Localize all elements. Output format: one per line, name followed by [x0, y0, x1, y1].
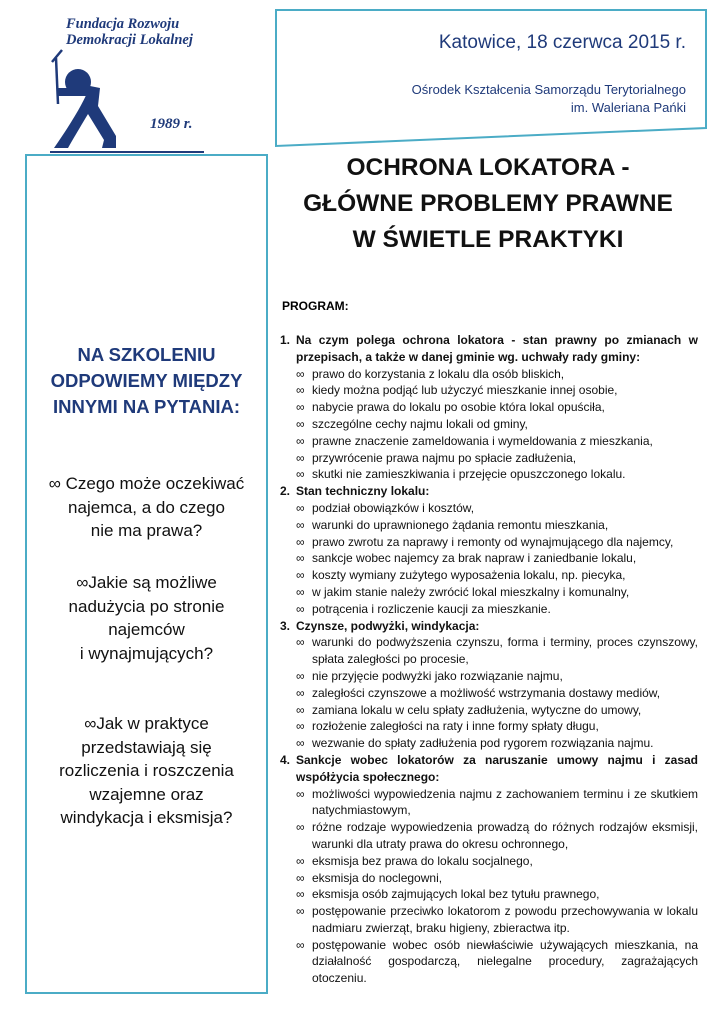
infinity-bullet-icon: ∞: [296, 400, 305, 415]
list-item: ∞ eksmisja osób zajmujących lokal bez tytułu prawnego,: [296, 887, 600, 902]
list-item: ∞ zaległości czynszowe a możliwość wstrzymania dostawy mediów,: [296, 685, 661, 700]
list-item: ∞ koszty wymiany zużytego wyposażenia lokalu, np. piecyka,: [296, 568, 626, 583]
list-item: ∞ kiedy można podjąć lub użyczyć mieszkanie innej osobie,: [296, 383, 618, 398]
infinity-bullet-icon: ∞: [296, 786, 305, 801]
question-item: ∞Jakie są możliwe nadużycia po stronie najemców i wynajmujących?: [68, 573, 225, 663]
list-item: ∞ nabycie prawa do lokalu po osobie która lokal opuściła,: [296, 400, 605, 415]
list-item: ∞ szczególne cechy najmu lokali od gminy,: [296, 416, 528, 431]
infinity-bullet-icon: ∞: [76, 573, 89, 592]
infinity-bullet-icon: ∞: [296, 719, 305, 734]
infinity-bullet-icon: ∞: [296, 937, 305, 952]
infinity-bullet-icon: ∞: [296, 568, 305, 583]
logo-name: Fundacja Rozwoju Demokracji Lokalnej: [66, 16, 193, 48]
list-item: ∞ podział obowiązków i kosztów,: [296, 500, 475, 515]
list-item: ∞ eksmisja bez prawa do lokalu socjalnego,: [296, 853, 533, 868]
document-title: OCHRONA LOKATORA - GŁÓWNE PROBLEMY PRAWNE W ŚWIETLE PRAKTYKI: [303, 154, 673, 253]
header-date: Katowice, 18 czerwca 2015 r.: [438, 32, 686, 53]
infinity-bullet-icon: ∞: [84, 714, 97, 733]
questions-panel: [25, 154, 268, 994]
list-item: ∞ postępowanie przeciwko lokatorom z powodu przechowywania w lokalu nadmiaru zwierząt, braku higieny, zbieractwa itp.: [296, 904, 698, 935]
question-item: ∞Jak w praktyce przedstawiają się rozliczenia i roszczenia wzajemne oraz windykacja i eksmisja?: [59, 714, 234, 827]
list-item: ∞ prawo zwrotu za naprawy i remonty od wynajmującego dla najemcy,: [296, 534, 674, 549]
list-item: ∞ eksmisja do noclegowni,: [296, 870, 443, 885]
section-title: Stan techniczny lokalu:: [296, 484, 430, 499]
list-item: ∞ potrącenia i rozliczenie kaucji za mieszkanie.: [296, 601, 551, 616]
program-section-4: 4. Sankcje wobec lokatorów za naruszanie umowy najmu i zasad współżycia społecznego: ∞ możliwości wypowiedzenia najmu z zachowaniem terminu i ze skutkiem natychmiastowym, ∞ różne rodzaje wypowiedzenia prowadzą do różnych rodzajów eksmisji, warunki dla utraty prawa do okresu ochronnego, ∞ eksmisja bez prawa do lokalu socjalnego, ∞ eksmisja do noclegowni, ∞ eksmisja osób zajmujących lokal bez tytułu prawnego, ∞ postępowanie przeciwko lokatorom z powodu przechowywania w lokalu nadmiaru zwierząt, braku higieny, zbieractwa itp. ∞ postępowanie wobec osób niewłaściwie używających mieszkania, na działalność gospodarczą, nielegalne procedury, zagrażających otoczeniu.: [280, 752, 698, 986]
section-title: Czynsze, podwyżki, windykacja:: [296, 618, 480, 633]
logo-year: 1989 r.: [150, 116, 193, 132]
list-item: ∞ różne rodzaje wypowiedzenia prowadzą do różnych rodzajów eksmisji, warunki dla utraty prawa do okresu ochronnego,: [296, 820, 698, 851]
list-item: ∞ zamiana lokalu w celu spłaty zadłużenia, wytyczne do umowy,: [296, 702, 642, 717]
infinity-bullet-icon: ∞: [296, 383, 305, 398]
infinity-bullet-icon: ∞: [296, 500, 305, 515]
infinity-bullet-icon: ∞: [296, 450, 305, 465]
program-section-2: 2. Stan techniczny lokalu: ∞ podział obowiązków i kosztów, ∞ warunki do uprawnionego żądania remontu mieszkania, ∞ prawo zwrotu za naprawy i remonty od wynajmującego dla najemcy, ∞ sankcje wobec najemcy za brak napraw i zaniedbanie lokalu, ∞ koszty wymiany zużytego wyposażenia lokalu, np. piecyka, ∞ w jakim stanie należy zwrócić lokal mieszkalny i komunalny, ∞ potrącenia i rozliczenie kaucji za mieszkanie.: [280, 483, 698, 617]
infinity-bullet-icon: ∞: [296, 736, 305, 751]
list-item: ∞ prawo do korzystania z lokalu dla osób bliskich,: [296, 366, 565, 381]
infinity-bullet-icon: ∞: [296, 517, 305, 532]
infinity-bullet-icon: ∞: [296, 870, 305, 885]
infinity-bullet-icon: ∞: [296, 635, 305, 650]
list-item: ∞ warunki do podwyższenia czynszu, forma i terminy, proces czynszowy, spłata zaległości po procesie,: [296, 635, 698, 667]
header-org-patron: im. Waleriana Pańki: [570, 100, 686, 115]
infinity-bullet-icon: ∞: [296, 820, 305, 835]
foundation-logo: [46, 16, 216, 146]
infinity-bullet-icon: ∞: [296, 584, 305, 599]
infinity-bullet-icon: ∞: [296, 551, 305, 566]
program-list: [280, 332, 698, 987]
infinity-bullet-icon: ∞: [296, 904, 305, 919]
program-section-1: 1. Na czym polega ochrona lokatora - stan prawny po zmianach w przepisach, a także w danej gminie wg. uchwały rady gminy: ∞ prawo do korzystania z lokalu dla osób bliskich, ∞ kiedy można podjąć lub użyczyć mieszkanie innej osobie, ∞ nabycie prawa do lokalu po osobie która lokal opuściła, ∞ szczególne cechy najmu lokali od gminy, ∞ prawne znaczenie zameldowania i wymeldowania z mieszkania, ∞ przywrócenie prawa najmu po spłacie zadłużenia, ∞ skutki nie zamieszkiwania i przejęcie opuszczonego lokalu.: [280, 333, 698, 482]
list-item: ∞ warunki do uprawnionego żądania remontu mieszkania,: [296, 517, 609, 532]
list-item: ∞ w jakim stanie należy zwrócić lokal mieszkalny i komunalny,: [296, 584, 630, 599]
header-org-name: Ośrodek Kształcenia Samorządu Terytorialnego: [411, 82, 686, 97]
infinity-bullet-icon: ∞: [296, 668, 305, 683]
infinity-bullet-icon: ∞: [296, 467, 305, 482]
list-item: ∞ nie przyjęcie podwyżki jako rozwiązanie najmu,: [296, 668, 563, 683]
infinity-bullet-icon: ∞: [296, 366, 305, 381]
list-item: ∞ prawne znaczenie zameldowania i wymeldowania z mieszkania,: [296, 433, 653, 448]
list-item: ∞ rozłożenie zaległości na raty i inne formy spłaty długu,: [296, 719, 599, 734]
list-item: ∞ skutki nie zamieszkiwania i przejęcie opuszczonego lokalu.: [296, 467, 626, 482]
list-item: ∞ możliwości wypowiedzenia najmu z zachowaniem terminu i ze skutkiem natychmiastowym,: [296, 786, 698, 818]
list-item: ∞ postępowanie wobec osób niewłaściwie używających mieszkania, na działalność gospodarczą, nielegalne procedury, zagrażających otoczeniu.: [296, 937, 698, 986]
program-section-3: 3. Czynsze, podwyżki, windykacja: ∞ warunki do podwyższenia czynszu, forma i terminy, proces czynszowy, spłata zaległości po procesie, ∞ nie przyjęcie podwyżki jako rozwiązanie najmu, ∞ zaległości czynszowe a możliwość wstrzymania dostawy mediów, ∞ zamiana lokalu w celu spłaty zadłużenia, wytyczne do umowy, ∞ rozłożenie zaległości na raty i inne formy spłaty długu, ∞ wezwanie do spłaty zadłużenia pod rygorem rozwiązania najmu.: [280, 618, 698, 751]
infinity-bullet-icon: ∞: [296, 534, 305, 549]
infinity-bullet-icon: ∞: [296, 601, 305, 616]
questions-heading: NA SZKOLENIU ODPOWIEMY MIĘDZY INNYMI NA PYTANIA:: [50, 344, 243, 417]
infinity-bullet-icon: ∞: [296, 416, 305, 431]
infinity-bullet-icon: ∞: [296, 685, 305, 700]
program-label: PROGRAM:: [282, 299, 349, 313]
section-title: Sankcje wobec lokatorów za naruszanie umowy najmu i zasad współżycia społecznego:: [296, 752, 698, 784]
infinity-bullet-icon: ∞: [296, 853, 305, 868]
infinity-bullet-icon: ∞: [296, 702, 305, 717]
question-item: ∞ Czego może oczekiwać najemca, a do czego nie ma prawa?: [48, 474, 245, 540]
infinity-bullet-icon: ∞: [296, 887, 305, 902]
infinity-bullet-icon: ∞: [296, 433, 305, 448]
list-item: ∞ przywrócenie prawa najmu po spłacie zadłużenia,: [296, 450, 577, 465]
running-figure-logo-icon: [46, 48, 216, 153]
section-title: Na czym polega ochrona lokatora - stan prawny po zmianach w przepisach, a także w danej gminie wg. uchwały rady gminy:: [296, 333, 698, 364]
infinity-bullet-icon: ∞: [48, 474, 61, 493]
list-item: ∞ sankcje wobec najemcy za brak napraw i zaniedbanie lokalu,: [296, 551, 637, 566]
list-item: ∞ wezwanie do spłaty zadłużenia pod rygorem rozwiązania najmu.: [296, 736, 654, 751]
